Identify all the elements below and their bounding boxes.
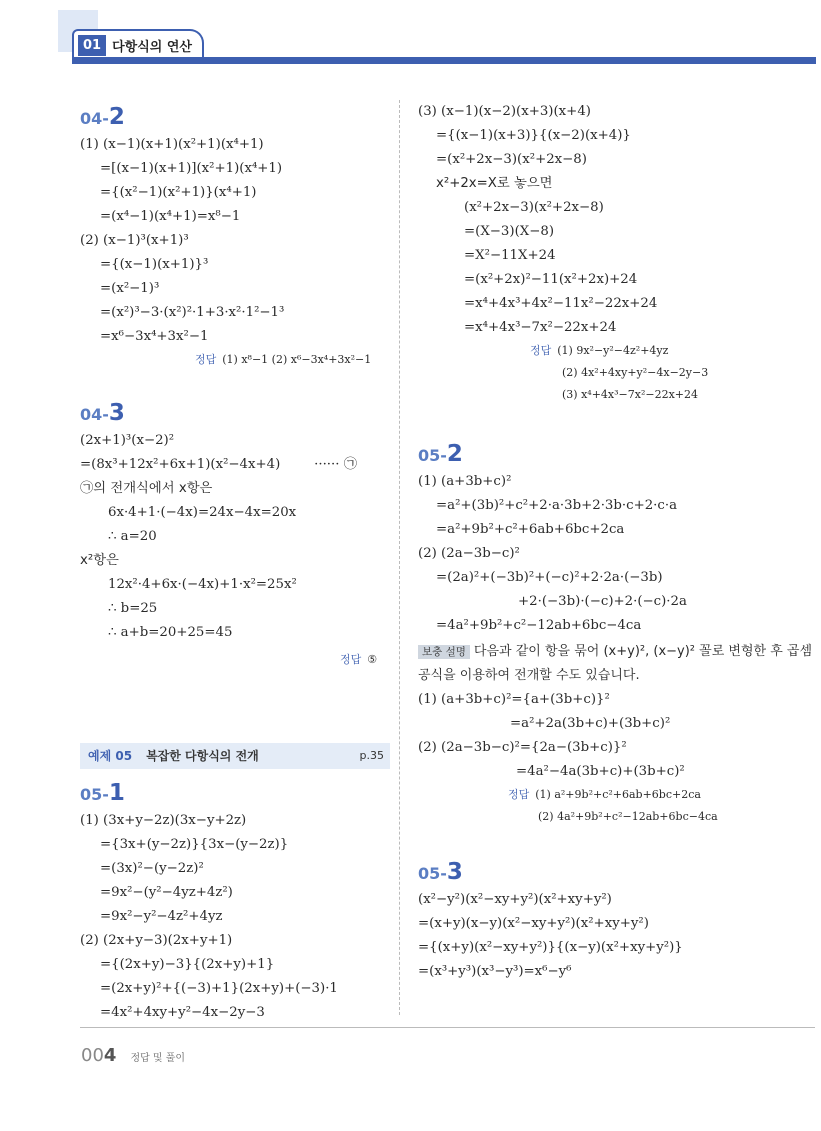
footer-rule: [80, 1027, 815, 1028]
solution-line: x²+2x=X로 놓으면: [436, 176, 553, 191]
solution-line: =a²+2a(3b+c)+(3b+c)²: [510, 716, 671, 731]
page-number: 004: [81, 1045, 117, 1066]
solution-line: =(2a)²+(−3b)²+(−c)²+2·2a·(−3b): [436, 570, 663, 585]
example-label: 예제 05: [88, 749, 133, 763]
solution-line: =(x³+y³)(x³−y³)=x⁶−y⁶: [418, 964, 572, 979]
problem-label: 05-2: [418, 441, 463, 467]
solution-line: ={3x+(y−2z)}{3x−(y−2z)}: [100, 837, 289, 852]
solution-line: =(X−3)(X−8): [464, 224, 555, 239]
solution-line: =9x²−(y²−4yz+4z²): [100, 885, 233, 900]
problem-label: 04-2: [80, 104, 125, 130]
answer-line: [418, 784, 813, 806]
chapter-title: 다항식의 연산: [112, 39, 192, 55]
solution-line: =a²+(3b)²+c²+2·a·3b+2·3b·c+2·c·a: [436, 498, 677, 513]
note-text: 다음과 같이 항을 묶어 (x+y)², (x−y)² 꼴로 변형한 후 곱셈 공식을 이용하여 전개할 수도 있습니다.: [418, 644, 812, 683]
solution-line: 6x·4+1·(−4x)=24x−4x=20x: [108, 505, 297, 520]
answer-text: (2) 4a²+9b²+c²−12ab+6bc−4ca: [538, 810, 718, 823]
answer-text: (2) 4x²+4xy+y²−4x−2y−3: [562, 366, 709, 379]
right-column: [418, 100, 813, 984]
solution-line: (x²−y²)(x²−xy+y²)(x²+xy+y²): [418, 892, 612, 907]
chapter-tab: [72, 29, 204, 59]
answer-text: (3) x⁴+4x³−7x²−22x+24: [562, 388, 698, 401]
chapter-header: [0, 0, 821, 70]
solution-line: ∴ a=20: [108, 529, 157, 544]
solution-line: =x⁴+4x³−7x²−22x+24: [464, 320, 617, 335]
answer-text: (1) a²+9b²+c²+6ab+6bc+2ca: [535, 788, 701, 801]
note-badge: 보충 설명: [418, 645, 470, 659]
problem-label: 05-1: [80, 780, 125, 806]
solution-line: =(x²+2x−3)(x²+2x−8): [436, 152, 587, 167]
solution-line: ={(x²−1)(x²+1)}(x⁴+1): [100, 185, 257, 200]
solution-line: ㉠의 전개식에서 x항은: [80, 481, 213, 496]
answer-line: [80, 349, 390, 371]
solution-line: =(x⁴−1)(x⁴+1)=x⁸−1: [100, 209, 241, 224]
header-bar: [72, 57, 816, 64]
solution-line: =9x²−y²−4z²+4yz: [100, 909, 223, 924]
solution-line: (3) (x−1)(x−2)(x+3)(x+4): [418, 104, 591, 119]
solution-line: (x²+2x−3)(x²+2x−8): [464, 200, 604, 215]
solution-line: (2) (2a−3b−c)²: [418, 546, 520, 561]
answer-tag: 정답: [195, 353, 217, 366]
example-banner: [80, 743, 390, 769]
solution-line: ∴ b=25: [108, 601, 158, 616]
solution-line: =(3x)²−(y−2z)²: [100, 861, 204, 876]
solution-line: ={(x−1)(x+1)}³: [100, 257, 209, 272]
solution-line: =4x²+4xy+y²−4x−2y−3: [100, 1005, 265, 1020]
solution-line: =(x²)³−3·(x²)²·1+3·x²·1²−1³: [100, 305, 285, 320]
solution-line: (2) (x−1)³(x+1)³: [80, 233, 189, 248]
solution-line: =4a²+9b²+c²−12ab+6bc−4ca: [436, 618, 642, 633]
footer-label: 정답 및 풀이: [130, 1053, 186, 1064]
solution-line: (1) (3x+y−2z)(3x−y+2z): [80, 813, 247, 828]
solution-line: =X²−11X+24: [464, 248, 556, 263]
solution-line: ={(x−1)(x+3)}{(x−2)(x+4)}: [436, 128, 631, 143]
answer-tag: 정답: [340, 653, 362, 666]
solution-line: =(2x+y)²+{(−3)+1}(2x+y)+(−3)·1: [100, 981, 338, 996]
example-title: 복잡한 다항식의 전개: [146, 749, 259, 763]
column-divider: [399, 100, 400, 1015]
solution-line: =[(x−1)(x+1)](x²+1)(x⁴+1): [100, 161, 283, 176]
problem-label: 04-3: [80, 400, 125, 426]
solution-line: ={(2x+y)−3}{(2x+y)+1}: [100, 957, 275, 972]
supplementary-note: [418, 640, 813, 688]
solution-line: ={(x+y)(x²−xy+y²)}{(x−y)(x²+xy+y²)}: [418, 940, 683, 955]
solution-line: =(8x³+12x²+6x+1)(x²−4x+4) ······ ㉠: [80, 457, 358, 472]
solution-line: =x⁴+4x³+4x²−11x²−22x+24: [464, 296, 658, 311]
solution-line: (2x+1)³(x−2)²: [80, 433, 175, 448]
answer-text: (1) x⁸−1 (2) x⁶−3x⁴+3x²−1: [222, 353, 372, 366]
solution-line: =(x+y)(x−y)(x²−xy+y²)(x²+xy+y²): [418, 916, 649, 931]
solution-line: (1) (a+3b+c)²: [418, 474, 512, 489]
solution-line: 12x²·4+6x·(−4x)+1·x²=25x²: [108, 577, 297, 592]
answer-text: ⑤: [367, 653, 378, 666]
example-page-ref: p.35: [359, 749, 384, 762]
left-column: [80, 95, 390, 1025]
solution-line: ∴ a+b=20+25=45: [108, 625, 233, 640]
solution-line: =a²+9b²+c²+6ab+6bc+2ca: [436, 522, 625, 537]
solution-line: +2·(−3b)·(−c)+2·(−c)·2a: [518, 594, 687, 609]
solution-line: (1) (x−1)(x+1)(x²+1)(x⁴+1): [80, 137, 264, 152]
answer-text: (1) 9x²−y²−4z²+4yz: [557, 344, 669, 357]
problem-label: 05-3: [418, 859, 463, 885]
answer-tag: 정답: [508, 788, 530, 801]
solution-line: (2) (2x+y−3)(2x+y+1): [80, 933, 233, 948]
page-footer: [81, 1045, 185, 1066]
answer-tag: 정답: [530, 344, 552, 357]
chapter-number: 01: [78, 35, 106, 56]
answer-line: [80, 649, 390, 671]
solution-line: x²항은: [80, 553, 119, 568]
solution-line: =x⁶−3x⁴+3x²−1: [100, 329, 209, 344]
solution-line: =(x²−1)³: [100, 281, 160, 296]
solution-line: (2) (2a−3b−c)²={2a−(3b+c)}²: [418, 740, 627, 755]
solution-line: (1) (a+3b+c)²={a+(3b+c)}²: [418, 692, 610, 707]
solution-line: =(x²+2x)²−11(x²+2x)+24: [464, 272, 638, 287]
answer-line: [418, 340, 813, 362]
solution-line: =4a²−4a(3b+c)+(3b+c)²: [516, 764, 685, 779]
